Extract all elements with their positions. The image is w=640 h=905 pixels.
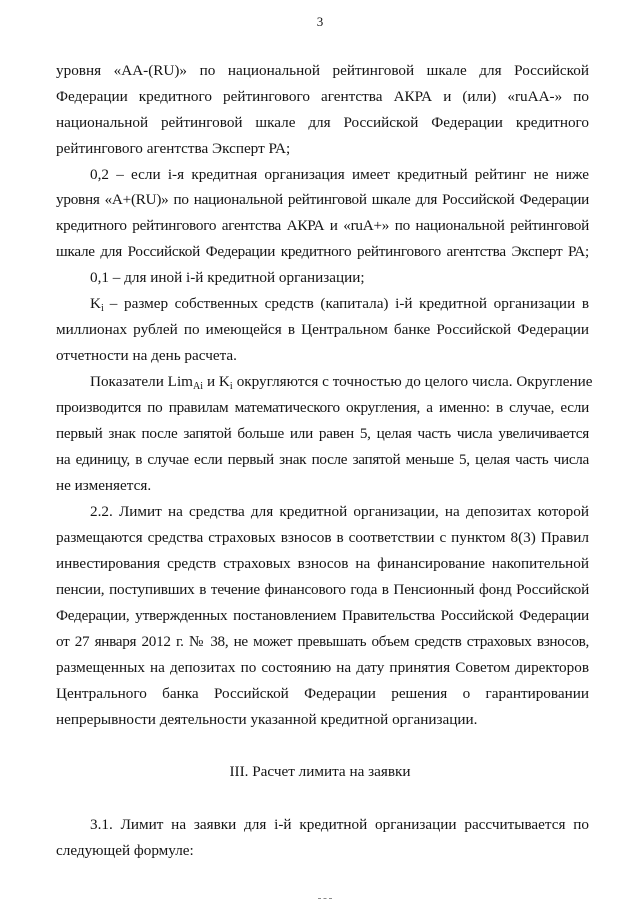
text-line: Федерации, утвержденных постановлением Правительства Российской Федерации bbox=[56, 607, 589, 624]
text-line: 0,1 – для иной i-й кредитной организации; bbox=[90, 269, 365, 286]
text-line: Федерации кредитного рейтингового агентства АКРА и (или) «ruAA-» по bbox=[56, 88, 589, 105]
text-line: размещаются средства страховых взносов в соответствии с пунктом 8(3) Правил bbox=[56, 529, 589, 546]
text-line: шкале для Российской Федерации кредитного рейтингового агентства Эксперт РА; bbox=[56, 243, 589, 260]
text-line: от 27 января 2012 г. № 38, не может превышать объем средств страховых взносов, bbox=[56, 633, 589, 650]
text-line: первый знак после запятой больше или равен 5, целая часть числа увеличивается bbox=[56, 425, 589, 442]
text-line: следующей формуле: bbox=[56, 842, 194, 859]
text-line bbox=[90, 373, 593, 392]
text-line: уровня «A+(RU)» по национальной рейтинговой шкале для Российской Федерации bbox=[56, 191, 589, 208]
text-line: рейтингового агентства Эксперт РА; bbox=[56, 140, 291, 157]
text-fragment: округляются с точностью до целого числа. Округление bbox=[236, 373, 593, 390]
variable-k: $K_i$ bbox=[90, 295, 104, 314]
text-line: Центрального банка Российской Федерации решения о гарантировании bbox=[56, 685, 589, 702]
text-line: производится по правилам математического округления, а именно: в случае, если bbox=[56, 399, 589, 416]
text-line: не изменяется. bbox=[56, 477, 152, 494]
text-line: на единицу, в случае если первый знак после запятой меньше 5, целая часть числа bbox=[56, 451, 589, 468]
text-line: размещенных на депозитах по состоянию на дату принятия Советом директоров bbox=[56, 659, 589, 676]
text-line: 0,2 – если i-я кредитная организация имеет кредитный рейтинг не ниже bbox=[90, 166, 589, 183]
text-fragment: – размер собственных средств (капитала) i-й кредитной организации в bbox=[109, 295, 589, 312]
scan-artifact bbox=[318, 898, 332, 901]
text-line: пенсии, поступивших в течение финансового года в Пенсионный фонд Российской bbox=[56, 581, 589, 598]
text-line: кредитного рейтингового агентства АКРА и «ruA+» по национальной рейтинговой bbox=[56, 217, 589, 234]
text-line bbox=[90, 295, 589, 313]
text-line: 3.1. Лимит на заявки для i-й кредитной организации рассчитывается по bbox=[90, 816, 589, 833]
page-number: 3 bbox=[316, 14, 324, 29]
text-line: миллионах рублей по имеющейся в Центральном банке Российской Федерации bbox=[56, 321, 589, 338]
text-line: отчетности на день расчета. bbox=[56, 347, 237, 364]
section-heading: III. Расчет лимита на заявки bbox=[229, 763, 411, 780]
variable-k: и $K_i$ bbox=[207, 373, 233, 392]
text-line: инвестирования средств страховых взносов на финансирование накопительной bbox=[56, 555, 589, 572]
variable-lim: Показатели Lim$_{Ai}$ bbox=[90, 373, 203, 392]
text-line: уровня «АА-(RU)» по национальной рейтинговой шкале для Российской bbox=[56, 62, 589, 79]
text-line: национальной рейтинговой шкале для Российской Федерации кредитного bbox=[56, 114, 589, 131]
text-line: непрерывности деятельности указанной кредитной организации. bbox=[56, 711, 478, 728]
text-line: 2.2. Лимит на средства для кредитной организации, на депозитах которой bbox=[90, 503, 589, 520]
